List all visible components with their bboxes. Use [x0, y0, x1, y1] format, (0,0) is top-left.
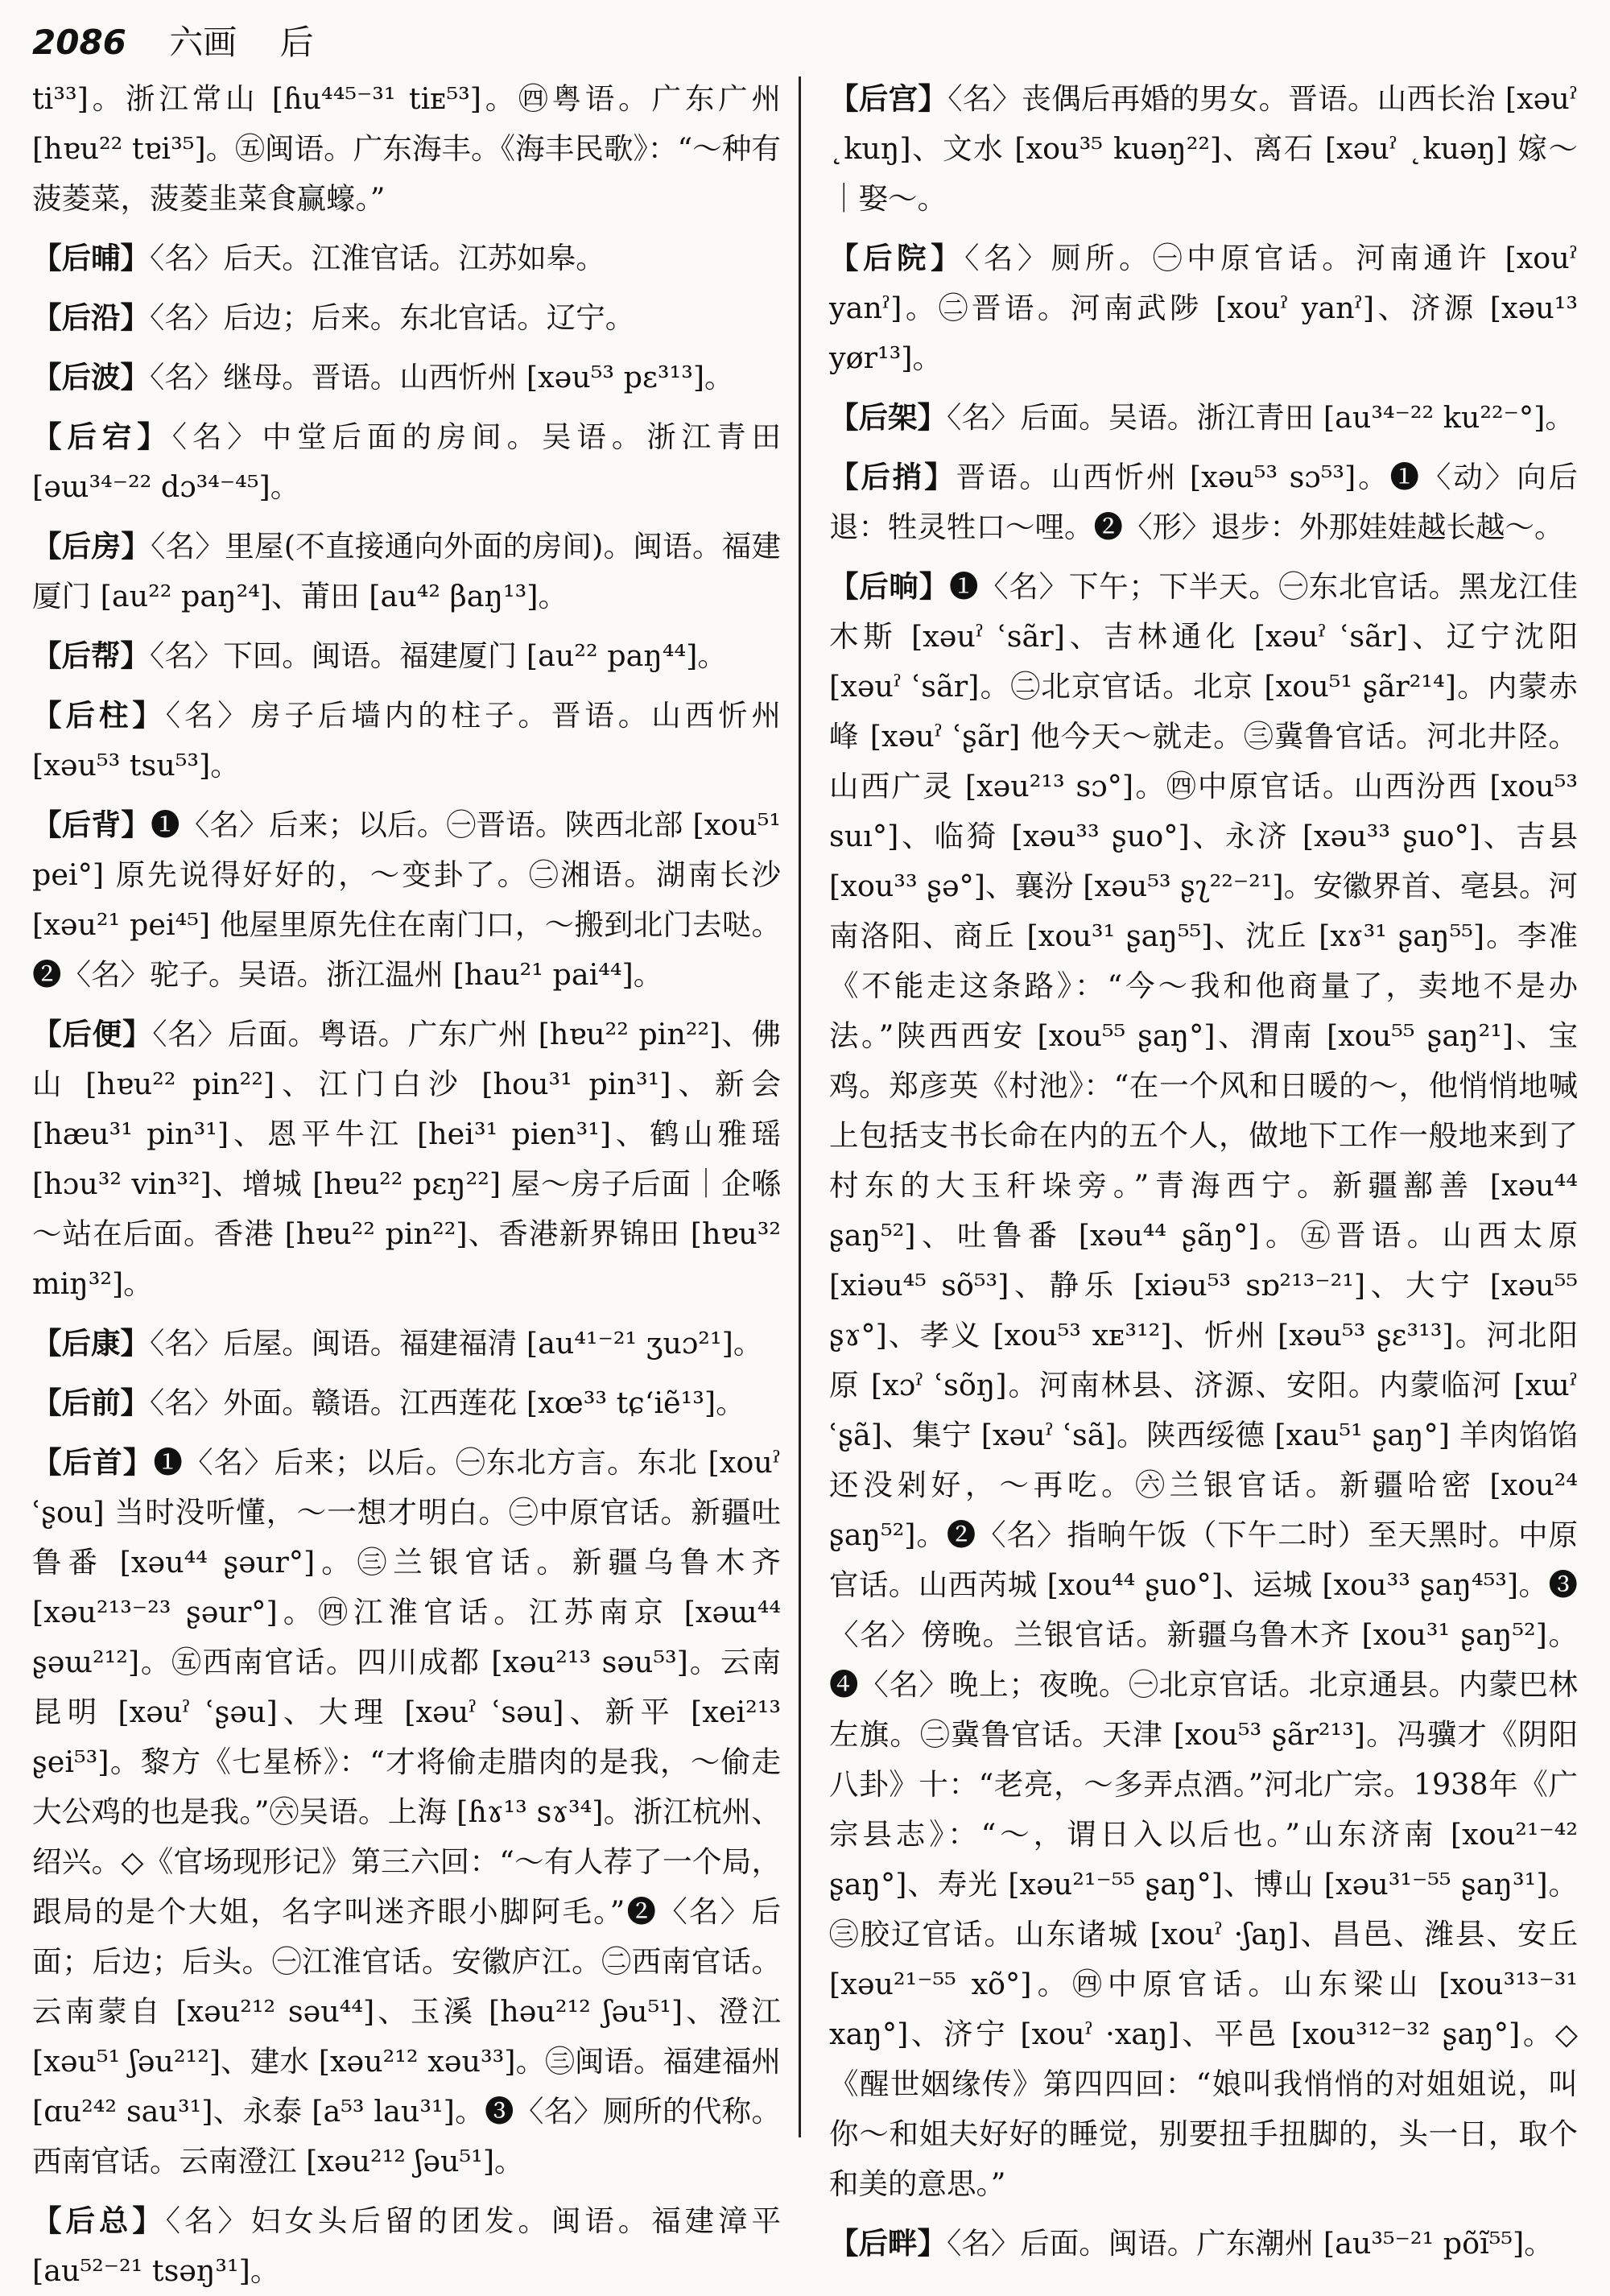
entry-headword: 【 后沿 】	[32, 300, 150, 335]
header-char: 后	[279, 23, 314, 62]
entry-text: 晋语。山西忻州 [xəu⁵³ sɔ⁵³]。❶〈动〉向后退：牲灵牲口～哩。❷〈形〉退步：外那娃娃越长越～。	[829, 460, 1579, 544]
entry-text: 〈名〉后面。吴语。浙江青田 [au³⁴⁻²² ku²²⁻°]。	[947, 400, 1575, 435]
entry-headword: 【 后前 】	[32, 1385, 150, 1420]
entry-text: 〈名〉继母。晋语。山西忻州 [xəu⁵³ pɛ³¹³]。	[150, 360, 734, 394]
entry-headword: 【 后总 】	[32, 2203, 166, 2238]
entry-text: 〈名〉后边；后来。东北官话。辽宁。	[150, 300, 635, 335]
entry-text: ❶〈名〉下午；下半天。㊀东北官话。黑龙江佳木斯 [xəuˀ ʿsãr]、吉林通化 [xəuˀ ʿsãr]、辽宁沈阳 [xəuˀ ʿsãr]。㊁北京官话。北京 [xou⁵¹ ʂãr²¹⁴]。内蒙赤峰 [xəuˀ ʿʂãr] 他今天～就走。㊂冀鲁官话。河北井陉。山西广灵 [xəu²¹³ sɔ°]。㊃中原官话。山西汾西 [xou⁵³ suı°]、临猗 [xəu³³ ʂuo°]、永济 [xəu³³ ʂuo°]、吉县 [xou³³ ʂə°]、襄汾 [xəu⁵³ ʂʅ²²⁻²¹]。安徽界首、亳县。河南洛阳、商丘 [xou³¹ ʂaŋ⁵⁵]、沈丘 [xɤ³¹ ʂaŋ⁵⁵]。李准《不能走这条路》：“今～我和他商量了，卖地不是办法。”陕西西安 [xou⁵⁵ ʂaŋ°]、渭南 [xou⁵⁵ ʂaŋ²¹]、宝鸡。郑彦英《村池》：“在一个风和日暖的～，他悄悄地喊上包括支书长命在内的五个人，做地下工作一般地来到了村东的大玉秆垛旁。”青海西宁。新疆鄯善 [xəu⁴⁴ ʂaŋ⁵²]、吐鲁番 [xəu⁴⁴ ʂãŋ°]。㊄晋语。山西太原 [xiəu⁴⁵ sõ⁵³]、静乐 [xiəu⁵³ sɒ²¹³⁻²¹]、大宁 [xəu⁵⁵ ʂɤ°]、孝义 [xou⁵³ xᴇ³¹²]、忻州 [xəu⁵³ ʂɛ³¹³]。河北阳原 [xɔˀ ʿsõŋ]。河南林县、济源、安阳。内蒙临河 [xɯˀ ʿʂã]、集宁 [xəuˀ ʿsã]。陕西绥德 [xau⁵¹ ʂaŋ°] 羊肉馅馅还没剁好，～再吃。㊅兰银官话。新疆哈密 [xou²⁴ ʂaŋ⁵²]。❷〈名〉指晌午饭（下午二时）至天黑时。中原官话。山西芮城 [xou⁴⁴ ʂuo°]、运城 [xou³³ ʂaŋ⁴⁵³]。❸〈名〉傍晚。兰银官话。新疆乌鲁木齐 [xou³¹ ʂaŋ⁵²]。❹〈名〉晚上；夜晚。㊀北京官话。北京通县。内蒙巴林左旗。㊁冀鲁官话。天津 [xou⁵³ ʂãr²¹³]。冯骥才《阴阳八卦》十：“老亮，～多弄点酒。”河北广宗。1938年《广宗县志》：“～，谓日入以后也。”山东济南 [xou²¹⁻⁴² ʂaŋ°]、寿光 [xəu²¹⁻⁵⁵ ʂaŋ°]、博山 [xəu³¹⁻⁵⁵ ʂaŋ³¹]。㊂胶辽官话。山东诸城 [xouˀ ·ʃaŋ]、昌邑、潍县、安丘 [xəu²¹⁻⁵⁵ xõ°]。㊃中原官话。山东梁山 [xou³¹³⁻³¹ xaŋ°]、济宁 [xouˀ ·xaŋ]、平邑 [xou³¹²⁻³² ʂaŋ°]。◇《醒世姻缘传》第四四回：“娘叫我悄悄的对姐姐说，叫你～和姐夫好好的睡觉，别要扭手扭脚的，头一日，取个和美的意思。”	[829, 569, 1579, 2201]
entry-text: 〈名〉中堂后面的房间。吴语。浙江青田 [əɯ³⁴⁻²² dɔ³⁴⁻⁴⁵]。	[32, 419, 782, 504]
dictionary-entry	[32, 293, 781, 343]
entry-headword: 【 后捎 】	[829, 460, 956, 494]
column-divider	[799, 76, 801, 2137]
dictionary-entry	[32, 74, 781, 224]
entry-text: 〈名〉后面。闽语。广东潮州 [au³⁵⁻²¹ põĩ⁵⁵]。	[947, 2226, 1554, 2261]
dictionary-entry	[829, 74, 1578, 224]
dictionary-entry	[32, 2196, 781, 2296]
entry-text: 〈名〉房子后墙内的柱子。晋语。山西忻州 [xəu⁵³ tsu⁵³]。	[32, 698, 782, 783]
entry-headword: 【 后宫 】	[829, 81, 947, 116]
dictionary-entry	[32, 353, 781, 403]
right-column	[829, 74, 1579, 2261]
dictionary-entry	[829, 393, 1578, 443]
entry-headword: 【 后畔 】	[829, 2226, 947, 2261]
entry-text: 〈名〉外面。赣语。江西莲花 [xœ³³ tɕʻiẽ¹³]。	[150, 1385, 745, 1420]
page-number: 2086	[32, 23, 126, 62]
dictionary-entry	[32, 1010, 781, 1309]
entry-text: 〈名〉下回。闽语。福建厦门 [au²² paŋ⁴⁴]。	[150, 638, 727, 673]
dictionary-entry	[32, 233, 781, 283]
entry-headword: 【 后帮 】	[32, 638, 150, 673]
dictionary-entry	[32, 1438, 781, 2187]
entry-headword: 【 后背 】	[32, 807, 151, 842]
dictionary-entry	[32, 522, 781, 621]
dictionary-entry	[829, 2219, 1578, 2269]
entry-text: 〈名〉里屋(不直接通向外面的房间)。闽语。福建厦门 [au²² paŋ²⁴]、莆田 [au⁴² βaŋ¹³]。	[32, 529, 782, 613]
dictionary-entry	[32, 800, 781, 1000]
entry-text: ti³³]。浙江常山 [ɦu⁴⁴⁵⁻³¹ tiᴇ⁵³]。㊃粤语。广东广州 [hɐu²² tɐi³⁵]。㊄闽语。广东海丰。《海丰民歌》：“～种有菠菱菜，菠菱韭菜食赢蠔。”	[32, 81, 781, 216]
entry-text: 〈名〉妇女头后留的团发。闽语。福建漳平 [au⁵²⁻²¹ tsəŋ³¹]。	[32, 2203, 782, 2288]
dictionary-entry	[32, 1319, 781, 1369]
entry-headword: 【 后架 】	[829, 400, 947, 435]
entry-text: ❶〈名〉后来；以后。㊀东北方言。东北 [xouˀ ʿʂou] 当时没听懂，～一想才明白。㊁中原官话。新疆吐鲁番 [xəu⁴⁴ ʂəur°]。㊂兰银官话。新疆乌鲁木齐 [xəu²¹³⁻²³ ʂəur°]。㊃江淮官话。江苏南京 [xəɯ⁴⁴ ʂəɯ²¹²]。㊄西南官话。四川成都 [xəu²¹³ səu⁵³]。云南昆明 [xəuˀ ʿʂəu]、大理 [xəuˀ ʿsəu]、新平 [xei²¹³ ʂei⁵³]。黎方《七星桥》：“才将偷走腊肉的是我，～偷走大公鸡的也是我。”㊅吴语。上海 [ɦɤ¹³ sɤ³⁴]。浙江杭州、绍兴。◇《官场现形记》第三六回：“～有人荐了一个局，跟局的是个大姐，名字叫迷齐眼小脚阿毛。”❷〈名〉后面；后边；后头。㊀江淮官话。安徽庐江。㊁西南官话。云南蒙自 [xəu²¹² səu⁴⁴]、玉溪 [həu²¹² ʃəu⁵¹]、澄江 [xəu⁵¹ ʃəu²¹²]、建水 [xəu²¹² xəu³³]。㊂闽语。福建福州 [ɑu²⁴² sau³¹]、永泰 [a⁵³ lau³¹]。❸〈名〉厕所的代称。西南官话。云南澄江 [xəu²¹² ʃəu⁵¹]。	[32, 1445, 782, 2178]
dictionary-entry	[829, 233, 1578, 383]
entry-headword: 【 后首 】	[32, 1445, 153, 1480]
entry-headword: 【 后康 】	[32, 1326, 150, 1361]
page-header	[32, 14, 1594, 71]
dictionary-entry	[32, 691, 781, 791]
entry-headword: 【 后宕 】	[32, 419, 172, 454]
entry-text: 〈名〉厕所。㊀中原官话。河南通许 [xouˀ yanˀ]。㊁晋语。河南武陟 [xouˀ yanˀ]、济源 [xəu¹³ yør¹³]。	[829, 241, 1579, 375]
entry-text: ❶〈名〉后来；以后。㊀晋语。陕西北部 [xou⁵¹ pei°] 原先说得好好的，～变卦了。㊁湘语。湖南长沙 [xəu²¹ pei⁴⁵] 他屋里原先住在南门口，～搬到北门去哒。❷〈名〉驼子。吴语。浙江温州 [hau²¹ pai⁴⁴]。	[32, 807, 782, 992]
dictionary-entry	[829, 452, 1578, 552]
left-column	[32, 74, 782, 2288]
entry-headword: 【 后柱 】	[32, 698, 166, 733]
entry-text: 〈名〉后面。粤语。广东广州 [hɐu²² pin²²]、佛山 [hɐu²² pin²²]、江门白沙 [hou³¹ pin³¹]、新会 [hæu³¹ pin³¹]、恩平牛江 [hei³¹ pien³¹]、鹤山雅瑶 [hɔu³² vin³²]、增城 [hɐu²² pɛŋ²²] 屋～房子后面｜企喺～站在后面。香港 [hɐu²² pin²²]、香港新界锦田 [hɐu³² miŋ³²]。	[32, 1017, 782, 1301]
entry-headword: 【 后晡 】	[32, 241, 150, 275]
entry-headword: 【 后房 】	[32, 529, 151, 564]
entry-headword: 【 后波 】	[32, 360, 150, 394]
dictionary-entry	[829, 562, 1578, 2209]
entry-headword: 【 后晌 】	[829, 569, 949, 604]
dictionary-entry	[32, 412, 781, 512]
entry-headword: 【 后院 】	[829, 241, 964, 275]
dictionary-entry	[32, 631, 781, 681]
entry-text: 〈名〉丧偶后再婚的男女。晋语。山西长治 [xəuˀ ˛kuŋ]、文水 [xou³⁵ kuəŋ²²]、离石 [xəuˀ ˛kuəŋ] 嫁～｜娶～。	[829, 81, 1579, 216]
entry-text: 〈名〉后天。江淮官话。江苏如皋。	[150, 241, 605, 275]
entry-text: 〈名〉后屋。闽语。福建福清 [au⁴¹⁻²¹ ʒuɔ²¹]。	[150, 1326, 763, 1361]
section-label: 六画	[169, 23, 237, 62]
entry-headword: 【 后便 】	[32, 1017, 152, 1051]
dictionary-entry	[32, 1378, 781, 1428]
